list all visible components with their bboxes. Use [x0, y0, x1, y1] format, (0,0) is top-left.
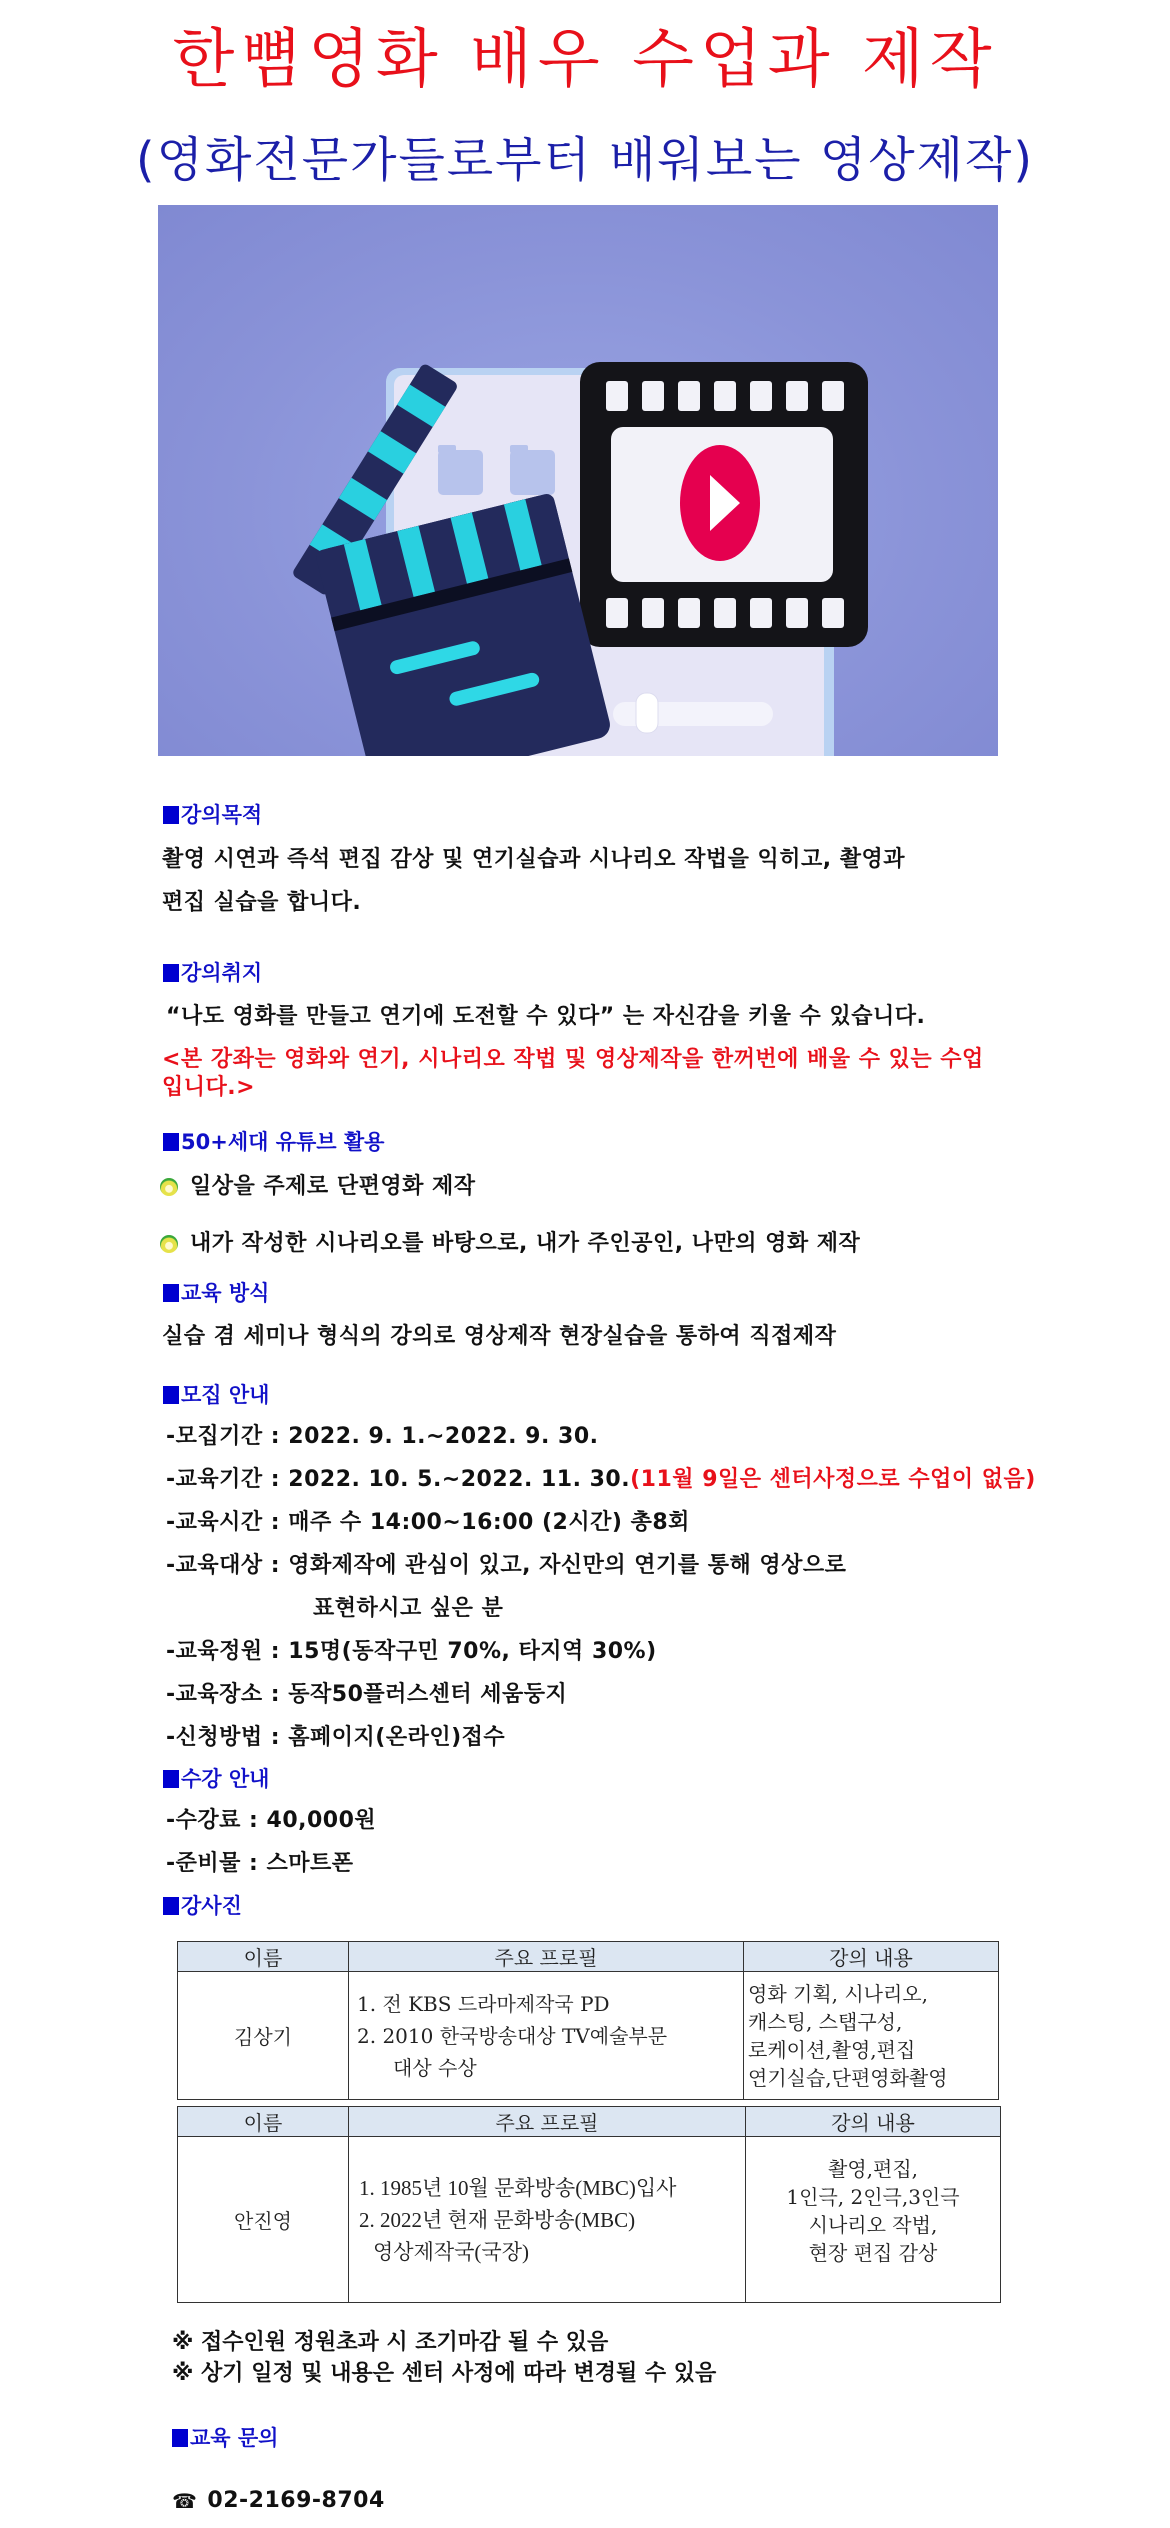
- page-title: 한뼘영화 배우 수업과 제작: [172, 23, 998, 97]
- section-heading-inquiry: 교육 문의: [172, 2423, 278, 2453]
- square-bullet-icon: [163, 964, 179, 982]
- column-header-content: 강의 내용: [746, 2107, 1001, 2137]
- section-heading-youtube: 50+세대 유튜브 활용: [163, 1127, 384, 1157]
- page-subtitle: (영화전문가들로부터 배워보는 영상제작): [135, 132, 1035, 188]
- section-heading-method: 교육 방식: [163, 1278, 269, 1308]
- instructor-name: 김상기: [178, 1972, 349, 2100]
- square-bullet-icon: [163, 1897, 179, 1915]
- fee-item-supplies: -준비물 : 스마트폰: [166, 1851, 354, 1876]
- instructor-table-2: [177, 2106, 1001, 2303]
- instructor-name: 안진영: [178, 2137, 349, 2303]
- recruit-item-time: -교육시간 : 매주 수 14:00~16:00 (2시간) 총8회: [166, 1510, 690, 1535]
- table-header-row: [178, 1942, 999, 1972]
- note-schedule-change: ※ 상기 일정 및 내용은 센터 사정에 따라 변경될 수 있음: [172, 2361, 717, 2386]
- recruit-item-course-period: -교육기간 : 2022. 10. 5.~2022. 11. 30.(11월 9일은 센터사정으로 수업이 없음): [166, 1467, 1036, 1492]
- green-circle-bullet-icon: [160, 1178, 178, 1196]
- recruit-item-capacity: -교육정원 : 15명(동작구민 70%, 타지역 30%): [166, 1639, 657, 1664]
- recruit-item-period: -모집기간 : 2022. 9. 1.~2022. 9. 30.: [166, 1424, 599, 1449]
- column-header-content: 강의 내용: [744, 1942, 999, 1972]
- video-production-illustration: [158, 205, 998, 756]
- no-class-note: (11월 9일은 센터사정으로 수업이 없음): [630, 1467, 1036, 1492]
- column-header-name: 이름: [178, 2107, 349, 2137]
- fee-item-tuition: -수강료 : 40,000원: [166, 1808, 377, 1833]
- table-header-row: [178, 2107, 1001, 2137]
- youtube-item: 내가 작성한 시나리오를 바탕으로, 내가 주인공인, 나만의 영화 제작: [160, 1229, 860, 1259]
- purpose-line-1: 촬영 시연과 즉석 편집 감상 및 연기실습과 시나리오 작법을 익히고, 촬영과: [162, 847, 906, 872]
- youtube-item: 일상을 주제로 단편영화 제작: [160, 1172, 476, 1202]
- inquiry-phone: [172, 2486, 385, 2516]
- table-row: [178, 1972, 999, 2100]
- square-bullet-icon: [163, 1770, 179, 1788]
- phone-number[interactable]: 02-2169-8704: [207, 2488, 385, 2513]
- recruit-item-apply: -신청방법 : 홈페이지(온라인)접수: [166, 1725, 506, 1750]
- hero-illustration: [158, 205, 998, 756]
- section-heading-intent: 강의취지: [163, 958, 262, 988]
- telephone-icon: ☎: [172, 2489, 198, 2513]
- square-bullet-icon: [163, 1284, 179, 1302]
- intent-highlight-line-2: 입니다.>: [162, 1075, 256, 1100]
- table-row: [178, 2137, 1001, 2303]
- square-bullet-icon: [172, 2429, 188, 2447]
- instructor-course-content: 촬영,편집, 1인극, 2인극,3인극 시나리오 작법, 현장 편집 감상: [746, 2137, 1001, 2303]
- column-header-name: 이름: [178, 1942, 349, 1972]
- square-bullet-icon: [163, 1386, 179, 1404]
- recruit-item-location: -교육장소 : 동작50플러스센터 세움둥지: [166, 1682, 568, 1707]
- section-heading-purpose: 강의목적: [163, 800, 262, 830]
- note-early-close: ※ 접수인원 정원초과 시 조기마감 될 수 있음: [172, 2330, 609, 2355]
- recruit-item-target: -교육대상 : 영화제작에 관심이 있고, 자신만의 연기를 통해 영상으로: [166, 1553, 847, 1578]
- intent-quote: “나도 영화를 만들고 연기에 도전할 수 있다” 는 자신감을 키울 수 있습니다.: [166, 1004, 926, 1029]
- purpose-line-2: 편집 실습을 합니다.: [162, 890, 362, 915]
- recruit-item-target-cont: 표현하시고 싶은 분: [313, 1596, 504, 1621]
- section-heading-recruit: 모집 안내: [163, 1380, 269, 1410]
- column-header-profile: 주요 프로필: [349, 1942, 744, 1972]
- instructor-table-1: [177, 1941, 999, 2100]
- square-bullet-icon: [163, 1133, 179, 1151]
- intent-highlight-line-1: <본 강좌는 영화와 연기, 시나리오 작법 및 영상제작을 한꺼번에 배울 수 있는 수업: [162, 1047, 984, 1072]
- square-bullet-icon: [163, 806, 179, 824]
- method-text: 실습 겸 세미나 형식의 강의로 영상제작 현장실습을 통하여 직접제작: [162, 1324, 837, 1349]
- green-circle-bullet-icon: [160, 1235, 178, 1253]
- film-strip-icon: [580, 362, 868, 647]
- instructor-course-content: 영화 기획, 시나리오, 캐스팅, 스탭구성, 로케이션,촬영,편집 연기실습,단편영화촬영: [744, 1972, 999, 2100]
- instructor-profile: 1. 전 KBS 드라마제작국 PD 2. 2010 한국방송대상 TV예술부문 대상 수상: [349, 1972, 744, 2100]
- section-heading-instructors: 강사진: [163, 1891, 242, 1921]
- instructor-profile: 1. 1985년 10월 문화방송(MBC)입사 2. 2022년 현재 문화방송(MBC) 영상제작국(국장): [349, 2137, 746, 2303]
- column-header-profile: 주요 프로필: [349, 2107, 746, 2137]
- section-heading-fee: 수강 안내: [163, 1764, 269, 1794]
